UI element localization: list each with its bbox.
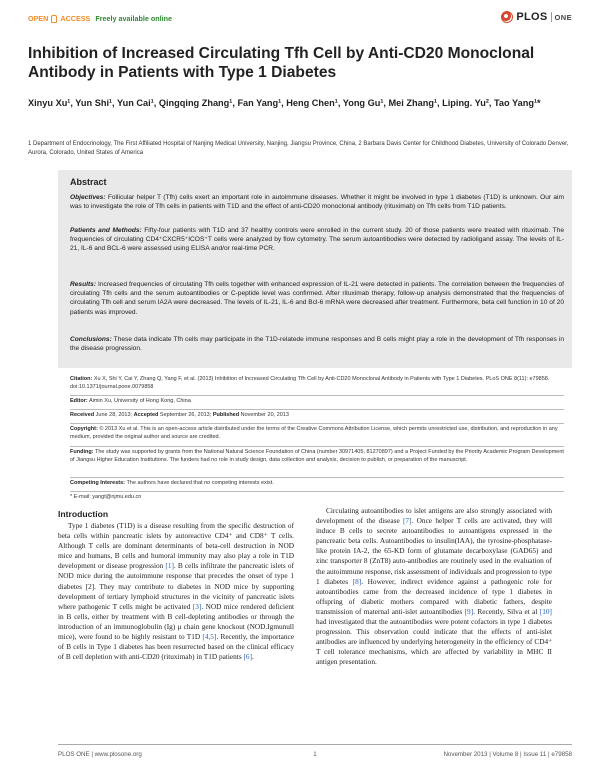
methods-label: Patients and Methods: xyxy=(70,227,142,234)
page-number: 1 xyxy=(313,751,317,758)
intro-text: Circulating autoantibodies to islet antigens are also strongly associated with development of the disease xyxy=(316,506,552,526)
meta-divider xyxy=(70,409,564,410)
plos-logo-icon xyxy=(501,11,513,23)
editor xyxy=(70,398,564,406)
abstract-results xyxy=(70,280,564,317)
intro-text: . However, indirect evidence against a pathogenic role for autoantibodies came from the decreased incidence of type 1 diabetes in offspring of diabetic mothers compared with diabetic fathers, despite transmission of maternal anti-islet autoantibodies xyxy=(316,576,552,616)
article-title: Inhibition of Increased Circulating Tfh Cell by Anti-CD20 Monoclonal Antibody in Patients with Type 1 Diabetes xyxy=(28,45,535,81)
methods-text: Fifty-four patients with T1D and 37 healthy controls were enrolled in the current study. 20 of those patients were treated with rituximab. The frequencies of circulating CD4⁺CXCR5⁺ICOS⁺T cells were analyzed by flow cytometry. The serum autoantibodies were detected by radioligand assay. The levels of IL-21, IL-6 and BCL-6 were assessed using ELISA and/or real-time PCR. xyxy=(70,227,564,253)
intro-text: . xyxy=(252,652,254,662)
objectives-label: Objectives: xyxy=(70,194,106,201)
corresponding-email[interactable] xyxy=(70,494,564,502)
funding xyxy=(70,449,564,464)
reference-link[interactable]: [1] xyxy=(165,561,174,571)
editor-label: Editor: xyxy=(70,398,88,404)
reference-link[interactable]: [10] xyxy=(539,606,552,616)
access-label: ACCESS xyxy=(60,14,91,23)
abstract-methods xyxy=(70,226,564,254)
intro-text: had investigated that the autoantibodies were potent cofactors in type 1 diabetes progression. This observation could indicate that the effects of anti-islet antibodies are influenced by underlying heterogeneity in the efficiency of CD4⁺ T cell tolerance mechanisms, which are affected by variability in MHC II antigen presentation. xyxy=(316,617,552,667)
citation xyxy=(70,376,564,391)
meta-divider xyxy=(70,423,564,424)
intro-text: . B cells infiltrate the pancreatic islets of NOD mice during the autoimmune response that precedes the onset of type 1 diabetes [2]. They may contribute to diabetes in NOD mice by supporting development of tertiary lymphoid structures in the vicinity of pancreatic islets where pathogenic T cells might be activated xyxy=(58,561,294,611)
email-text[interactable]: * E-mail: yangt@njmu.edu.cn xyxy=(70,494,142,500)
introduction-heading: Introduction xyxy=(58,509,109,519)
reference-link[interactable]: [4,5] xyxy=(202,632,217,642)
editor-text: Aimin Xu, University of Hong Kong, China xyxy=(87,398,191,404)
results-text: Increased frequencies of circulating Tfh cells together with enhanced expression of IL-21 were detected in patients. The correlation between the frequencies of circulating Tfh cells and the serum autoantibodies or C-peptide level was confirmed. After rituximab therapy, follow-up analysis demonstrated that the frequencies of circulating Tfh cell and serum IA2A were decreased. The levels of IL-21, IL-6 and Bcl-6 mRNA were decreased after treatment. Furthermore, beta cell function in 10 of 20 patients was improved. xyxy=(70,281,564,316)
reference-link[interactable]: [8] xyxy=(352,576,362,586)
plos-logo-text: PLOS xyxy=(516,11,548,23)
copyright-label: Copyright: xyxy=(70,426,98,432)
freely-available-label: Freely available online xyxy=(95,14,173,23)
reference-link[interactable]: [9] xyxy=(464,606,474,616)
published-label: Published xyxy=(212,412,240,418)
author-list: Xinyu Xu¹, Yun Shi¹, Yun Cai¹, Qingqing Zhang¹, Fan Yang¹, Heng Chen¹, Yong Gu¹, Mei Zhang¹, Liping. Yu², Tao Yang¹* xyxy=(28,98,541,108)
meta-divider xyxy=(70,491,564,492)
received-date: June 28, 2013; xyxy=(94,412,134,418)
meta-divider xyxy=(70,446,564,447)
abstract-objectives xyxy=(70,193,564,211)
one-logo-text: ONE xyxy=(554,12,572,22)
abstract-heading: Abstract xyxy=(70,177,107,187)
introduction-left-column xyxy=(58,521,294,662)
competing-interests xyxy=(70,480,564,488)
open-label: OPEN xyxy=(28,14,49,23)
citation-text: Xu X, Shi Y, Cai Y, Zhang Q, Yang F, et al. (2013) Inhibition of Increased Circulating Tfh Cell by Anti-CD20 Monoclonal Antibody in Patients with Type 1 Diabetes. PLoS ONE 8(11): e79858. doi:10.1371/journal.pone.0079858 xyxy=(70,376,550,390)
copyright-text: © 2013 Xu et al. This is an open-access article distributed under the terms of the Creative Commons Attribution License, which permits unrestricted use, distribution, and reproduction in any medium, provided the original author and source are credited. xyxy=(70,426,558,440)
accepted-label: Accepted xyxy=(133,412,159,418)
citation-label: Citation: xyxy=(70,376,93,382)
introduction-right-column xyxy=(316,506,552,668)
meta-divider xyxy=(70,477,564,478)
affiliations: 1 Department of Endocrinology, The First Affiliated Hospital of Nanjing Medical University, Nanjing, Jiangsu Province, China, 2 Barbara Davis Center for Childhood Diabetes, University of Colorado Denver, Aurora, Colorado, United States of America xyxy=(28,141,569,156)
footer-issue-info: November 2013 | Volume 8 | Issue 11 | e79858 xyxy=(443,751,572,758)
intro-text: Type 1 diabetes (T1D) is a disease resulting from the specific destruction of beta cells within pancreatic islets by autoreactive CD4⁺ and CD8⁺ T cells. Although T cells are dominant determinants of beta-cell destruction in NOD mice and humans, B cells and humoral immunity may also play a role in T1D development or disease progression xyxy=(58,521,294,571)
reference-link[interactable]: [7] xyxy=(403,516,412,526)
copyright xyxy=(70,426,564,441)
footer-divider xyxy=(58,744,572,745)
footer-journal-url[interactable]: PLOS ONE | www.plosone.org xyxy=(58,751,142,758)
plos-one-logo[interactable] xyxy=(501,11,572,23)
abstract-conclusions xyxy=(70,335,564,353)
meta-divider xyxy=(70,395,564,396)
competing-text: The authors have declared that no competing interests exist. xyxy=(125,480,274,486)
conclusions-text: These data indicate Tfh cells may participate in the T1D-relatede immune responses and B cells might play a role in the development of Tfh responses in the disease progression. xyxy=(70,336,564,353)
open-lock-icon xyxy=(51,15,57,23)
funding-label: Funding: xyxy=(70,449,94,455)
reference-link[interactable]: [3] xyxy=(192,601,202,611)
journal-header xyxy=(0,0,600,44)
logo-divider xyxy=(551,12,552,22)
accepted-date: September 26, 2013; xyxy=(158,412,213,418)
objectives-text: Follicular helper T (Tfh) cells exert an important role in autoimmune diseases. Whether it might be involved in type 1 diabetes (T1D) is unknown. Our aim was to investigate the role of Tfh cells in patients with T1D and the effect of anti-CD20 monoclonal antibody (rituximab) on Tfh cells from T1D patients. xyxy=(70,194,564,211)
intro-text: . Recently, the importance of B cells in Type 1 diabetes has been resurrected based on the clinical efficacy of B cell depletion with anti-CD20 (rituximab) in T1D patients xyxy=(58,632,294,662)
dates xyxy=(70,412,564,420)
results-label: Results: xyxy=(70,281,97,288)
intro-text: . Recently, Silva et al xyxy=(473,606,540,616)
received-label: Received xyxy=(70,412,95,418)
competing-label: Competing Interests: xyxy=(70,480,126,486)
intro-text: . Once helper T cells are activated, they will induce B cells to secrete autoantibodies to autoantigens expressed in the pancreatic beta cells. Autoantibodies to insulin(IAA), the tyrosine-phosphatase-like protein IA-2, the 65-KD form of glutamate decarboxylase (GAD65) and zinc transporter 8 (ZnT8) auto-antibodies are routinely used in the evaluation of the autoimmune response, risk assessment of individuals and progression to type 1 diabetes xyxy=(316,516,552,586)
conclusions-label: Conclusions: xyxy=(70,336,112,343)
reference-link[interactable]: [6] xyxy=(243,652,253,662)
open-access-badge[interactable] xyxy=(28,14,172,23)
funding-text: The study was supported by grants from the National Natural Science Foundation of China (number 30971405, 81270897) and a Project Funded by the Priority Academic Program Development of Jiangsu Higher Education Institutions. The funders had no role in study design, data collection and analysis, decision to publish, or preparation of the manuscript. xyxy=(70,449,564,463)
published-date: November 20, 2013 xyxy=(239,412,289,418)
intro-text: . NOD mice rendered deficient in B cells, either by treatment with B cell-depleting antibodies or through the introduction of an immunoglobulin (Ig) μ chain gene knockout (NOD.Igmunull mice), were found to be highly resistant to T1D xyxy=(58,601,294,642)
